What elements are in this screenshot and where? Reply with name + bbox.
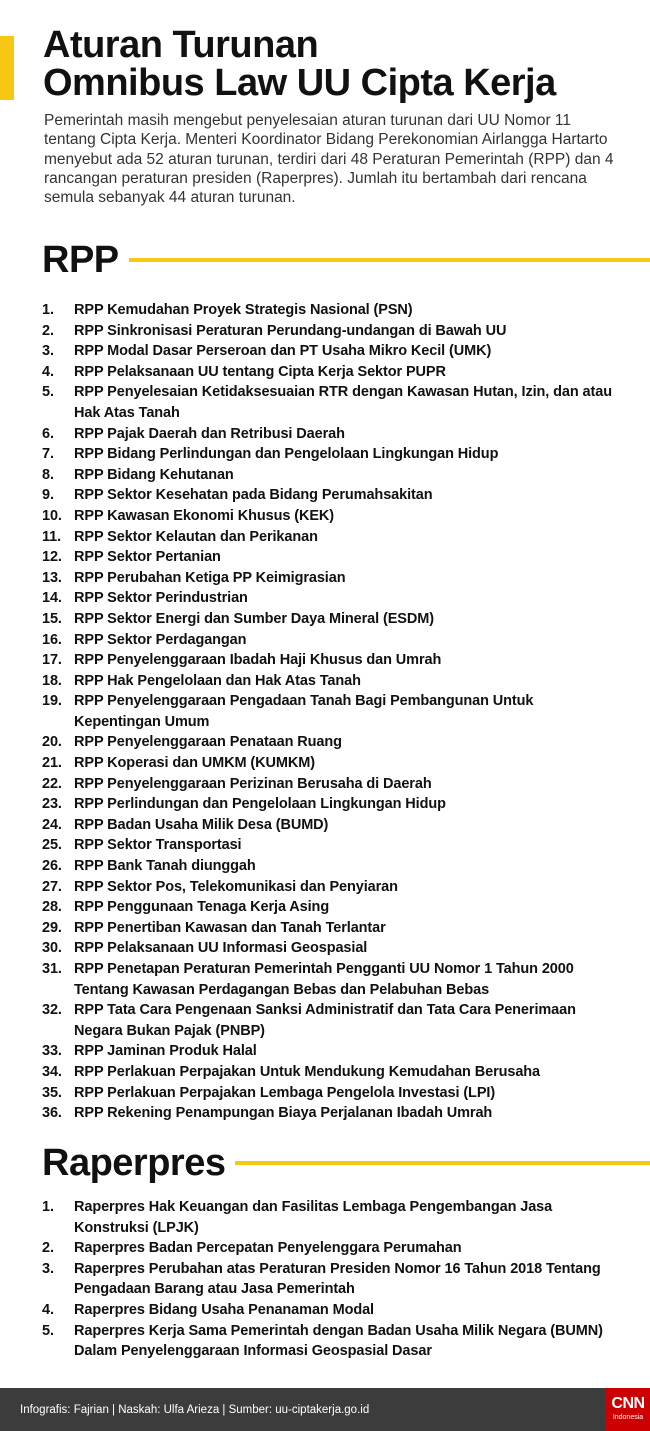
rpp-section-heading: [42, 240, 650, 280]
raperpres-heading-label: Raperpres: [42, 1142, 226, 1184]
list-item-number: 19.: [42, 693, 62, 710]
rpp-list-item: [42, 382, 622, 423]
list-item-number: 2.: [42, 322, 54, 339]
rpp-list-item: [42, 877, 622, 898]
list-item-number: 24.: [42, 816, 62, 833]
list-item-text: RPP Sektor Transportasi: [74, 837, 242, 854]
list-item-number: 25.: [42, 837, 62, 854]
list-item-text: RPP Rekening Penampungan Biaya Perjalanan Ibadah Umrah: [74, 1105, 493, 1122]
list-item-text: RPP Modal Dasar Perseroan dan PT Usaha Mikro Kecil (UMK): [74, 343, 492, 360]
list-item-number: 2.: [42, 1240, 54, 1257]
list-item-text: RPP Perlakuan Perpajakan Untuk Mendukung Kemudahan Berusaha: [74, 1063, 541, 1080]
rpp-list-item: [42, 815, 622, 836]
list-item-text: Raperpres Bidang Usaha Penanaman Modal: [74, 1301, 374, 1318]
rpp-list-item: [42, 630, 622, 651]
list-item-number: 34.: [42, 1063, 62, 1080]
list-item-number: 11.: [42, 528, 62, 545]
list-item-number: 10.: [42, 507, 62, 524]
list-item-text: RPP Penetapan Peraturan Pemerintah Pengganti UU Nomor 1 Tahun 2000 Tentang Kawasan Perdagangan Bebas dan Pelabuhan Bebas: [74, 961, 574, 998]
rpp-list-item: [42, 444, 622, 465]
list-item-text: RPP Bidang Perlindungan dan Pengelolaan Lingkungan Hidup: [74, 446, 499, 463]
rpp-list-item: [42, 794, 622, 815]
rpp-list-item: [42, 774, 622, 795]
raperpres-heading-rule: [235, 1161, 650, 1165]
list-item-number: 28.: [42, 899, 62, 916]
rpp-heading-label: RPP: [42, 239, 119, 281]
list-item-text: RPP Badan Usaha Milik Desa (BUMD): [74, 816, 329, 833]
list-item-text: RPP Bank Tanah diunggah: [74, 858, 256, 875]
list-item-number: 17.: [42, 652, 62, 669]
rpp-list-item: [42, 300, 622, 321]
title-line-1: Aturan Turunan: [43, 24, 319, 66]
list-item-number: 20.: [42, 734, 62, 751]
list-item-text: Raperpres Hak Keuangan dan Fasilitas Lembaga Pengembangan Jasa Konstruksi (LPJK): [74, 1199, 553, 1236]
list-item-text: RPP Sektor Perindustrian: [74, 590, 248, 607]
list-item-text: RPP Penggunaan Tenaga Kerja Asing: [74, 899, 330, 916]
list-item-text: RPP Kawasan Ekonomi Khusus (KEK): [74, 507, 335, 524]
rpp-list-item: [42, 465, 622, 486]
rpp-list-item: [42, 362, 622, 383]
list-item-text: RPP Penyelenggaraan Penataan Ruang: [74, 734, 342, 751]
rpp-list-item: [42, 485, 622, 506]
rpp-list-item: [42, 671, 622, 692]
logo-text: CNN: [611, 1395, 645, 1412]
list-item-number: 15.: [42, 610, 62, 627]
list-item-text: RPP Kemudahan Proyek Strategis Nasional (PSN): [74, 302, 413, 318]
list-item-text: Raperpres Kerja Sama Pemerintah dengan Badan Usaha Milik Negara (BUMN) Dalam Penyelenggaraan Informasi Geospasial Dasar: [74, 1322, 603, 1360]
list-item-number: 12.: [42, 549, 62, 566]
list-item-text: RPP Perubahan Ketiga PP Keimigrasian: [74, 569, 346, 586]
list-item-number: 23.: [42, 796, 62, 813]
rpp-list-item: [42, 506, 622, 527]
footer: [0, 1388, 650, 1431]
list-item-text: RPP Penyelenggaraan Pengadaan Tanah Bagi Pembangunan Untuk Kepentingan Umum: [74, 693, 534, 730]
list-item-text: RPP Koperasi dan UMKM (KUMKM): [74, 755, 315, 772]
intro-paragraph: Pemerintah masih mengebut penyelesaian aturan turunan dari UU Nomor 11 tentang Cipta Kerja. Menteri Koordinator Bidang Perekonomian Airlangga Hartarto menyebut ada 52 aturan turunan, terdiri dari 48 Peraturan Pemerintah (RPP) dan 4 rancangan peraturan presiden (Raperpres). Jumlah itu bertambah dari rencana semula sebanyak 44 aturan turunan.: [44, 112, 614, 207]
list-item-number: 31.: [42, 961, 62, 977]
list-item-number: 36.: [42, 1105, 62, 1122]
rpp-list-item: [42, 732, 622, 753]
rpp-list-item: [42, 609, 622, 630]
raperpres-list-item: [42, 1300, 622, 1321]
list-item-number: 5.: [42, 1322, 54, 1339]
raperpres-list-item: [42, 1321, 622, 1362]
list-item-text: RPP Sektor Pos, Telekomunikasi dan Penyiaran: [74, 878, 398, 895]
list-item-text: RPP Sinkronisasi Peraturan Perundang-undangan di Bawah UU: [74, 322, 507, 339]
list-item-text: RPP Tata Cara Pengenaan Sanksi Administratif dan Tata Cara Penerimaan Negara Bukan Pajak (PNBP): [74, 1002, 576, 1039]
rpp-list-item: [42, 547, 622, 568]
list-item-number: 32.: [42, 1002, 62, 1019]
list-item-number: 30.: [42, 940, 62, 957]
list-item-text: RPP Pelaksanaan UU Informasi Geospasial: [74, 940, 368, 957]
list-item-text: RPP Sektor Pertanian: [74, 549, 221, 566]
rpp-list-item: [42, 1062, 622, 1083]
rpp-list-item: [42, 753, 622, 774]
title-line-2: Omnibus Law UU Cipta Kerja: [43, 62, 556, 104]
list-item-number: 13.: [42, 569, 62, 586]
raperpres-list-item: [42, 1259, 622, 1300]
list-item-number: 7.: [42, 446, 54, 463]
list-item-text: RPP Penyelenggaraan Perizinan Berusaha di Daerah: [74, 775, 432, 792]
list-item-number: 4.: [42, 363, 54, 380]
list-item-number: 9.: [42, 487, 54, 504]
list-item-number: 16.: [42, 631, 62, 648]
list-item-number: 6.: [42, 425, 54, 442]
list-item-text: RPP Sektor Perdagangan: [74, 631, 247, 648]
rpp-list-item: [42, 918, 622, 939]
list-item-text: RPP Penyelesaian Ketidaksesuaian RTR dengan Kawasan Hutan, Izin, dan atau Hak Atas Tanah: [74, 384, 612, 421]
list-item-text: RPP Sektor Kelautan dan Perikanan: [74, 528, 318, 545]
rpp-list-item: [42, 424, 622, 445]
list-item-number: 1.: [42, 1199, 54, 1215]
rpp-list-item: [42, 1083, 622, 1104]
footer-credit: Infografis: Fajrian | Naskah: Ulfa Arieza | Sumber: uu-ciptakerja.go.id: [20, 1404, 370, 1416]
raperpres-list-item: [42, 1238, 622, 1259]
raperpres-list: [42, 1197, 622, 1362]
rpp-list-item: [42, 321, 622, 342]
page-title: [43, 26, 643, 102]
rpp-list-item: [42, 938, 622, 959]
list-item-number: 4.: [42, 1301, 54, 1318]
list-item-text: Raperpres Perubahan atas Peraturan Presiden Nomor 16 Tahun 2018 Tentang Pengadaan Barang atau Jasa Pemerintah: [74, 1260, 601, 1298]
list-item-number: 18.: [42, 672, 62, 689]
list-item-number: 35.: [42, 1084, 62, 1101]
raperpres-list-item: [42, 1197, 622, 1238]
list-item-number: 22.: [42, 775, 62, 792]
list-item-text: RPP Penertiban Kawasan dan Tanah Terlantar: [74, 919, 386, 936]
list-item-text: Raperpres Badan Percepatan Penyelenggara Perumahan: [74, 1240, 462, 1257]
list-item-number: 33.: [42, 1043, 62, 1060]
rpp-list-item: [42, 650, 622, 671]
rpp-list-item: [42, 341, 622, 362]
list-item-number: 27.: [42, 878, 62, 895]
list-item-number: 3.: [42, 343, 54, 360]
list-item-text: RPP Perlindungan dan Pengelolaan Lingkungan Hidup: [74, 796, 446, 813]
logo-subtext: Indonesia: [612, 1414, 644, 1421]
list-item-number: 3.: [42, 1260, 54, 1277]
rpp-list-item: [42, 1103, 622, 1124]
rpp-list-item: [42, 959, 622, 1000]
list-item-text: RPP Jaminan Produk Halal: [74, 1043, 257, 1060]
raperpres-section-heading: [42, 1143, 650, 1183]
list-item-number: 21.: [42, 755, 62, 772]
list-item-number: 26.: [42, 858, 62, 875]
list-item-text: RPP Sektor Energi dan Sumber Daya Mineral (ESDM): [74, 610, 434, 627]
list-item-number: 14.: [42, 590, 62, 607]
rpp-list-item: [42, 835, 622, 856]
list-item-text: RPP Perlakuan Perpajakan Lembaga Pengelola Investasi (LPI): [74, 1084, 496, 1101]
rpp-list-item: [42, 1041, 622, 1062]
list-item-text: RPP Pajak Daerah dan Retribusi Daerah: [74, 425, 345, 442]
title-accent-bar: [0, 36, 14, 100]
list-item-text: RPP Penyelenggaraan Ibadah Haji Khusus dan Umrah: [74, 652, 442, 669]
list-item-text: RPP Pelaksanaan UU tentang Cipta Kerja Sektor PUPR: [74, 363, 446, 380]
rpp-list-item: [42, 588, 622, 609]
list-item-text: RPP Bidang Kehutanan: [74, 466, 234, 483]
rpp-list-item: [42, 691, 622, 732]
list-item-text: RPP Hak Pengelolaan dan Hak Atas Tanah: [74, 672, 361, 689]
rpp-list-item: [42, 856, 622, 877]
cnn-indonesia-logo: [606, 1388, 650, 1431]
rpp-list: [42, 300, 622, 1124]
rpp-list-item: [42, 568, 622, 589]
rpp-list-item: [42, 527, 622, 548]
list-item-number: 5.: [42, 384, 54, 401]
list-item-text: RPP Sektor Kesehatan pada Bidang Perumahsakitan: [74, 487, 433, 504]
list-item-number: 1.: [42, 302, 54, 318]
rpp-list-item: [42, 1000, 622, 1041]
rpp-list-item: [42, 897, 622, 918]
list-item-number: 8.: [42, 466, 54, 483]
list-item-number: 29.: [42, 919, 62, 936]
rpp-heading-rule: [129, 258, 650, 262]
